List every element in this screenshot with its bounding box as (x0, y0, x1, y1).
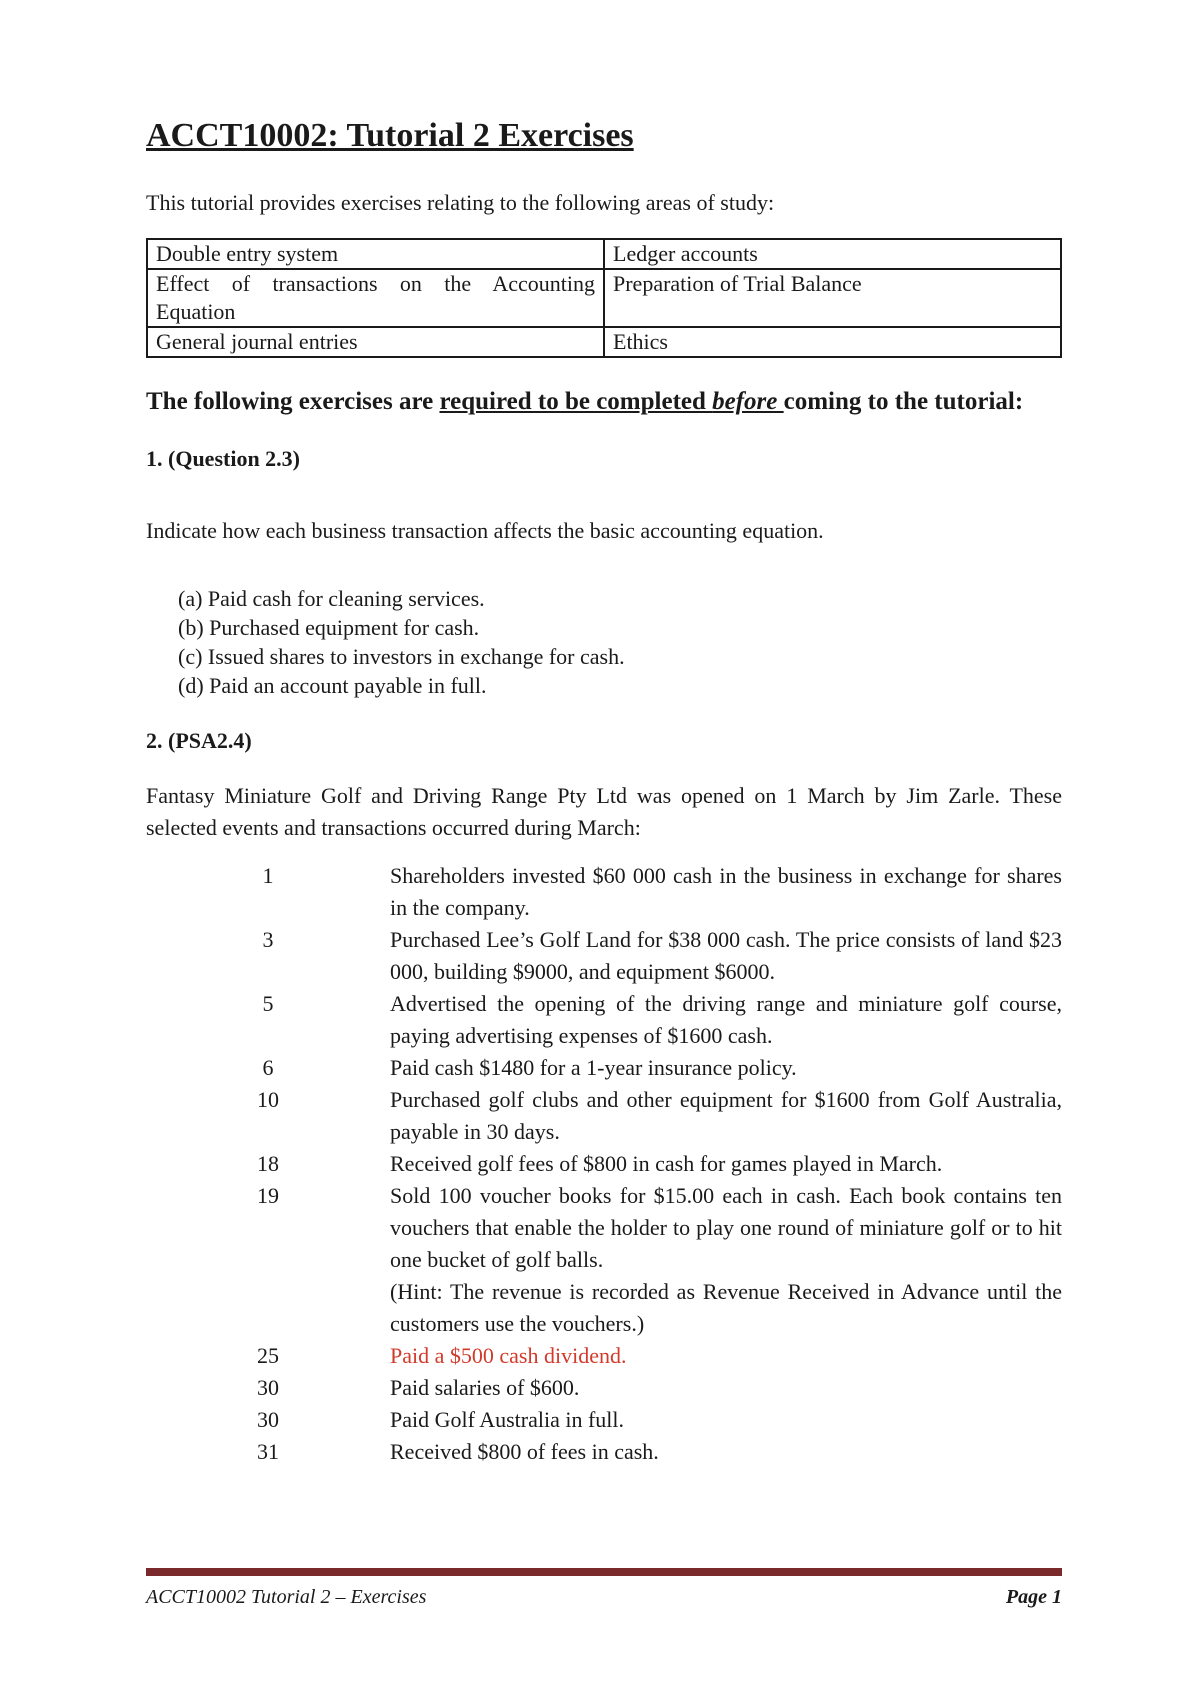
event-description: Received $800 of fees in cash. (390, 1439, 659, 1464)
event-day: 6 (262, 1055, 274, 1080)
question-2-text: Fantasy Miniature Golf and Driving Range Pty Ltd was opened on 1 March by Jim Zarle. These selected events and transactions occurred during March: (146, 783, 1062, 840)
footer-rule (146, 1568, 1062, 1576)
event-day: 3 (262, 927, 274, 952)
question-1-text: Indicate how each business transaction affects the basic accounting equation. (146, 518, 824, 543)
question-2-heading: 2. (PSA2.4) (146, 728, 252, 753)
required-text-3: before (712, 388, 784, 415)
event-day: 1 (262, 863, 274, 888)
table-cell: Ledger accounts (604, 239, 1061, 269)
event-description: Received golf fees of $800 in cash for games played in March. (390, 1151, 943, 1176)
list-item: (a) Paid cash for cleaning services. (178, 586, 485, 611)
event-description: Paid salaries of $600. (390, 1375, 580, 1400)
required-notice (146, 386, 1062, 418)
table-cell: Ethics (604, 327, 1061, 357)
event-description: Shareholders invested $60 000 cash in the business in exchange for shares in the company. (390, 863, 1062, 920)
required-text-2: required to be completed (439, 388, 713, 415)
list-item: (d) Paid an account payable in full. (178, 673, 487, 698)
table-cell: Effect of transactions on the Accounting Equation (147, 269, 604, 327)
event-row (146, 1180, 1062, 1340)
table-cell: Double entry system (147, 239, 604, 269)
required-text-1: The following exercises are (146, 388, 440, 415)
event-row-highlighted (146, 1340, 1062, 1372)
event-row (146, 860, 1062, 924)
event-description: Paid cash $1480 for a 1-year insurance policy. (390, 1055, 797, 1080)
event-day: 10 (257, 1087, 279, 1112)
table-row (147, 327, 1061, 357)
list-item: (c) Issued shares to investors in exchange for cash. (178, 644, 625, 669)
event-day: 25 (257, 1343, 279, 1368)
event-day: 19 (257, 1183, 279, 1208)
event-description: Purchased Lee’s Golf Land for $38 000 cash. The price consists of land $23 000, building $9000, and equipment $6000. (390, 927, 1062, 984)
required-text-4: coming to the tutorial: (783, 388, 1024, 415)
events-list (146, 860, 1062, 1468)
question-1-list (146, 584, 1062, 700)
event-day: 30 (257, 1407, 279, 1432)
event-day: 31 (257, 1439, 279, 1464)
topics-table (146, 238, 1062, 358)
event-day: 5 (262, 991, 274, 1016)
question-1-heading: 1. (Question 2.3) (146, 446, 300, 471)
table-row (147, 239, 1061, 269)
event-description (390, 1180, 1062, 1340)
page-content (146, 112, 1062, 1468)
table-cell: General journal entries (147, 327, 604, 357)
event-row (146, 924, 1062, 988)
event-description: Paid Golf Australia in full. (390, 1407, 625, 1432)
event-row (146, 1404, 1062, 1436)
event-day: 30 (257, 1375, 279, 1400)
page-number: Page 1 (1005, 1586, 1062, 1608)
intro-text: This tutorial provides exercises relating to the following areas of study: (146, 190, 775, 215)
list-item: (b) Purchased equipment for cash. (178, 615, 480, 640)
footer-title: ACCT10002 Tutorial 2 – Exercises (146, 1586, 427, 1608)
event-description: Advertised the opening of the driving range and miniature golf course, paying advertising expenses of $1600 cash. (390, 991, 1062, 1048)
event-description-main: Sold 100 voucher books for $15.00 each in cash. Each book contains ten vouchers that enable the holder to play one round of miniature golf or to hit one bucket of golf balls. (390, 1183, 1062, 1272)
page-title: ACCT10002: Tutorial 2 Exercises (146, 117, 634, 154)
event-row (146, 1084, 1062, 1148)
event-description: Paid a $500 cash dividend. (390, 1343, 627, 1368)
event-row (146, 1148, 1062, 1180)
event-hint: (Hint: The revenue is recorded as Revenue Received in Advance until the customers use the vouchers.) (390, 1279, 1062, 1336)
table-row (147, 269, 1061, 327)
event-row (146, 1372, 1062, 1404)
event-description: Purchased golf clubs and other equipment for $1600 from Golf Australia, payable in 30 days. (390, 1087, 1062, 1144)
event-row (146, 1436, 1062, 1468)
event-row (146, 988, 1062, 1052)
table-cell: Preparation of Trial Balance (604, 269, 1061, 327)
event-row (146, 1052, 1062, 1084)
event-day: 18 (257, 1151, 279, 1176)
